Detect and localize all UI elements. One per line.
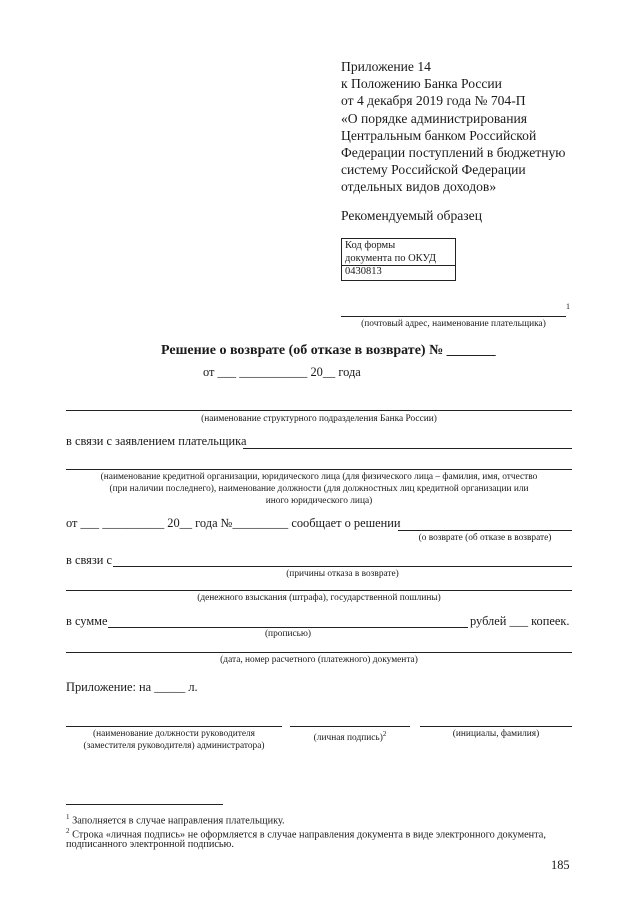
payer-caption-line: (наименование кредитной организации, юридического лица (для физического лица – фамилия, имя, отчество: [100, 472, 538, 482]
decision-date-line: от ___ ___________ 20__ года: [203, 365, 361, 379]
position-caption-line: (наименование должности руководителя: [93, 729, 255, 739]
penalty-caption: (денежного взыскания (штрафа), государственной пошлины): [197, 593, 441, 603]
okud-label-line: Код формы: [345, 240, 396, 251]
footnote-1-mark: 1: [66, 813, 70, 821]
position-line: [66, 726, 282, 727]
payer-caption: [66, 471, 572, 507]
decision-title: Решение о возврате (об отказе в возврате) № _______: [161, 343, 496, 358]
initials-caption: (инициалы, фамилия): [452, 729, 540, 739]
reason-caption: (причины отказа в возврате): [286, 569, 399, 579]
page-number: 185: [551, 858, 570, 872]
address-footnote-mark: 1: [566, 302, 570, 311]
address-caption: (почтовый адрес, наименование плательщика): [361, 319, 546, 329]
header-line: систему Российской Федерации: [341, 162, 526, 178]
statement-line: [243, 448, 572, 449]
payer-caption-line: (при наличии последнего), наименование должности (для должностных лиц кредитной организации или: [109, 484, 529, 494]
header-line: Центральным банком Российской: [341, 127, 537, 143]
signature-caption: [290, 728, 410, 744]
okud-code: 0430813: [342, 265, 455, 280]
header-line: Федерации поступлений в бюджетную: [341, 145, 566, 161]
penalty-line: [66, 590, 572, 591]
reference-date-row: от ___ __________ 20__ года №_________ сообщает о решении: [66, 516, 401, 530]
sum-label: в сумме: [66, 614, 108, 628]
initials-line: [420, 726, 572, 727]
payment-line: [66, 652, 572, 653]
footnote-1-text: Заполняется в случае направления плательщику.: [72, 815, 285, 827]
signature-line: [290, 726, 410, 727]
header-line: Приложение 14: [341, 59, 431, 74]
sum-rubles-kopecks: рублей ___ копеек.: [470, 614, 570, 628]
signature-caption-text: (личная подпись): [313, 733, 383, 744]
position-caption-line: (заместителя руководителя) администратора): [83, 741, 265, 751]
position-caption: [66, 728, 282, 752]
header-line: от 4 декабря 2019 года № 704-П: [341, 93, 526, 109]
reason-line: [113, 566, 572, 567]
footnote-2-text: Строка «личная подпись» не оформляется в случае направления документа в виде электронного документа,: [72, 829, 546, 841]
reason-label: в связи с: [66, 553, 112, 567]
header-line: «О порядке администрирования: [341, 110, 528, 126]
signature-footnote-mark: 2: [382, 730, 387, 738]
sum-caption: (прописью): [264, 629, 312, 639]
payer-caption-line: иного юридического лица): [265, 496, 373, 506]
footnote-2-continuation: подписанного электронной подписью.: [66, 839, 234, 850]
footnote-2-mark: 2: [66, 827, 70, 835]
address-line: [341, 316, 566, 317]
payment-caption: (дата, номер расчетного (платежного) документа): [220, 655, 418, 665]
okud-code-box: [341, 238, 456, 281]
statement-label: в связи с заявлением плательщика: [66, 434, 247, 448]
okud-label-line: документа по ОКУД: [345, 252, 436, 264]
okud-label: [342, 239, 455, 265]
payer-line: [66, 469, 572, 470]
recommended-sample-label: Рекомендуемый образец: [341, 208, 482, 223]
appendix-header: [341, 58, 565, 196]
attachment-label: Приложение: на _____ л.: [66, 680, 198, 694]
header-line: отдельных видов доходов»: [341, 179, 497, 195]
decision-line: [398, 530, 572, 531]
unit-line: [66, 410, 572, 411]
header-line: к Положению Банка России: [341, 76, 502, 92]
unit-caption: (наименование структурного подразделения Банка России): [201, 414, 437, 424]
footnote-separator: [66, 804, 223, 805]
decision-caption: (о возврате (об отказе в возврате): [418, 533, 552, 543]
